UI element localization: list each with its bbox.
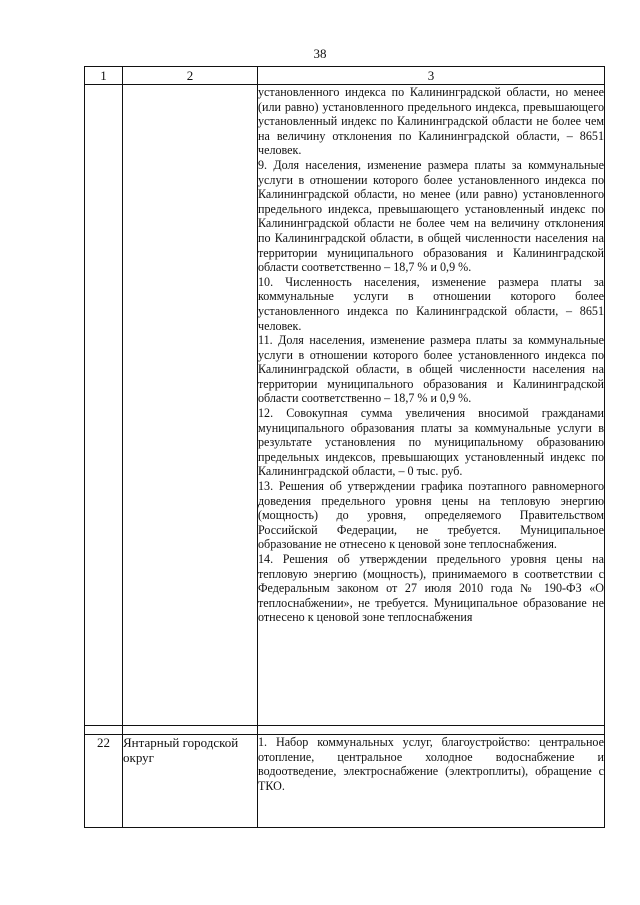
- row-number-cell: 22: [85, 735, 123, 828]
- table-header-row: [85, 67, 605, 85]
- paragraph-12: 12. Совокупная сумма увеличения вносимой гражданами муниципального образования платы за коммунальные услуги в результате установления по муниципальному образованию предельных индексов, превышающих установленный индекс по Калининградской области, – 0 тыс. руб.: [258, 406, 604, 479]
- municipality-name-cell: Янтарный городской округ: [123, 735, 258, 828]
- description-cell: [258, 735, 605, 828]
- table-row-spacer: [85, 726, 605, 735]
- column-header-1: 1: [85, 67, 123, 85]
- paragraph-13: 13. Решения об утверждении графика поэтапного равномерного доведения предельного уровня цены на тепловую энергию (мощность) до уровня, определяемого Правительством Российской Федерации, не требуется. Муниципальное образование не отнесено к ценовой зоне теплоснабжения.: [258, 479, 604, 552]
- paragraph-continued: установленного индекса по Калининградской области, но менее (или равно) установленного предельного индекса, превышающего установленный индекс по Калининградской области не более чем на величину отклонения по Калининградской области, – 8651 человек.: [258, 85, 604, 158]
- table-row: [85, 735, 605, 828]
- paragraph-11: 11. Доля населения, изменение размера платы за коммунальные услуги в отношении которого более установленного индекса по Калининградской области, в общей численности населения на территории муниципального образования и Калининградской области соответственно – 18,7 % и 0,9 %.: [258, 333, 604, 406]
- municipality-name-cell: [123, 85, 258, 726]
- table-row: [85, 85, 605, 726]
- column-header-2: 2: [123, 67, 258, 85]
- paragraph-1: 1. Набор коммунальных услуг, благоустройство: центральное отопление, центральное холодное водоснабжение и водоотведение, электроснабжение (электроплиты), обращение с ТКО.: [258, 735, 604, 793]
- paragraph-14: 14. Решения об утверждении предельного уровня цены на тепловую энергию (мощность), принимаемого в соответствии с Федеральным законом от 27 июля 2010 года № 190-ФЗ «О теплоснабжении», не требуется. Муниципальное образование не отнесено к ценовой зоне теплоснабжения: [258, 552, 604, 625]
- column-header-3: 3: [258, 67, 605, 85]
- row-number-cell: [85, 85, 123, 726]
- document-table: [84, 66, 605, 828]
- page-number: 38: [313, 46, 327, 61]
- paragraph-9: 9. Доля населения, изменение размера платы за коммунальные услуги в отношении которого более установленного индекса по Калининградской области, но менее (или равно) установленного предельного индекса, превышающего установленный индекс по Калининградской области не более чем на величину отклонения по Калининградской области, в общей численности населения на территории муниципального образования и Калининградской области соответственно – 18,7 % и 0,9 %.: [258, 157, 604, 275]
- paragraph-10: 10. Численность населения, изменение размера платы за коммунальные услуги в отношении которого более установленного индекса по Калининградской области, – 8651 человек.: [258, 274, 604, 333]
- description-cell: [258, 85, 605, 726]
